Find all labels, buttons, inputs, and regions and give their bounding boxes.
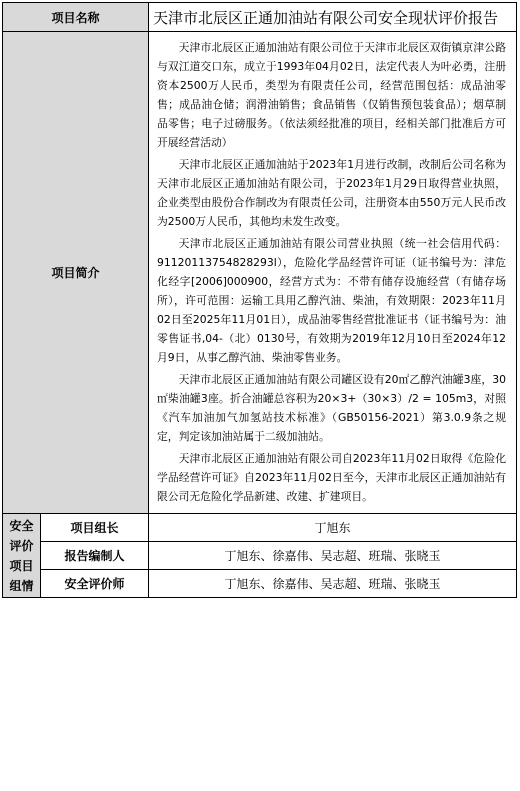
intro-paragraph: 天津市北辰区正通加油站于2023年1月进行改制，改制后公司名称为天津市北辰区正通加油站有限公司，于2023年1月29日取得营业执照，企业类型由股份合作制改为有限责任公司，注册资本由550万元人民币改为2500万人民币，其他均未发生改变。 xyxy=(157,158,507,228)
team-section-label xyxy=(3,514,41,598)
team-role: 报告编制人 xyxy=(41,542,149,570)
project-intro-content xyxy=(149,32,517,514)
team-row-assessors xyxy=(3,570,517,598)
team-names: 丁旭东、徐嘉伟、吴志超、班瑞、张晓玉 xyxy=(149,570,517,598)
team-role: 项目组长 xyxy=(41,514,149,542)
project-intro-row xyxy=(3,32,517,514)
project-name-row xyxy=(3,3,517,32)
team-row-leader xyxy=(3,514,517,542)
team-section-line: 评价 xyxy=(9,538,34,553)
project-intro-label: 项目简介 xyxy=(3,32,149,514)
project-name-value: 天津市北辰区正通加油站有限公司安全现状评价报告 xyxy=(149,3,517,32)
intro-paragraph: 天津市北辰区正通加油站有限公司罐区设有20㎡乙醇汽油罐3座，30㎡柴油罐3座。折合油罐总容积为20×3+（30×3）/2 = 105m3，对照《汽车加油加气加氢站技术标准》（GB50156-2021）第3.0.9条之规定，判定该加油站属于二级加油站。 xyxy=(157,373,507,443)
team-section-line: 安全 xyxy=(9,518,34,533)
intro-paragraph: 天津市北辰区正通加油站有限公司位于天津市北辰区双街镇京津公路与双江道交口东，成立于1993年04月02日，法定代表人为叶必勇，注册资本2500万人民币，类型为有限责任公司，经营范围包括：成品油零售；成品油仓储；润滑油销售；食品销售（仅销售预包装食品）；烟草制品零售；电子过磅服务。（依法须经批准的项目，经相关部门批准后方可开展经营活动） xyxy=(157,41,507,149)
team-row-authors xyxy=(3,542,517,570)
project-name-label: 项目名称 xyxy=(3,3,149,32)
team-section-line: 项目 xyxy=(9,558,34,573)
intro-paragraph: 天津市北辰区正通加油站有限公司营业执照（统一社会信用代码：91120113754828293l），危险化学品经营许可证（证书编号为：津危化经字[2006]000900，经营方式为：不带有储存设施经营（有储存场所），许可范围：运输工具用乙醇汽油、柴油，有效期限：2023年11月02日至2025年11月01日），成品油零售经营批准证书（证书编号为：油零售证书,04-（北）0130号，有效期为2019年12月10日至2024年12月9日，从事乙醇汽油、柴油零售业务。 xyxy=(157,237,507,364)
report-info-table xyxy=(2,2,517,598)
team-names: 丁旭东 xyxy=(149,514,517,542)
team-role: 安全评价师 xyxy=(41,570,149,598)
intro-paragraph: 天津市北辰区正通加油站有限公司自2023年11月02日取得《危险化学品经营许可证》自2023年11月02日至今，天津市北辰区正通加油站有限公司无危险化学品新建、改建、扩建项目。 xyxy=(157,452,507,503)
team-section-line: 组情 xyxy=(9,578,34,593)
team-names: 丁旭东、徐嘉伟、吴志超、班瑞、张晓玉 xyxy=(149,542,517,570)
